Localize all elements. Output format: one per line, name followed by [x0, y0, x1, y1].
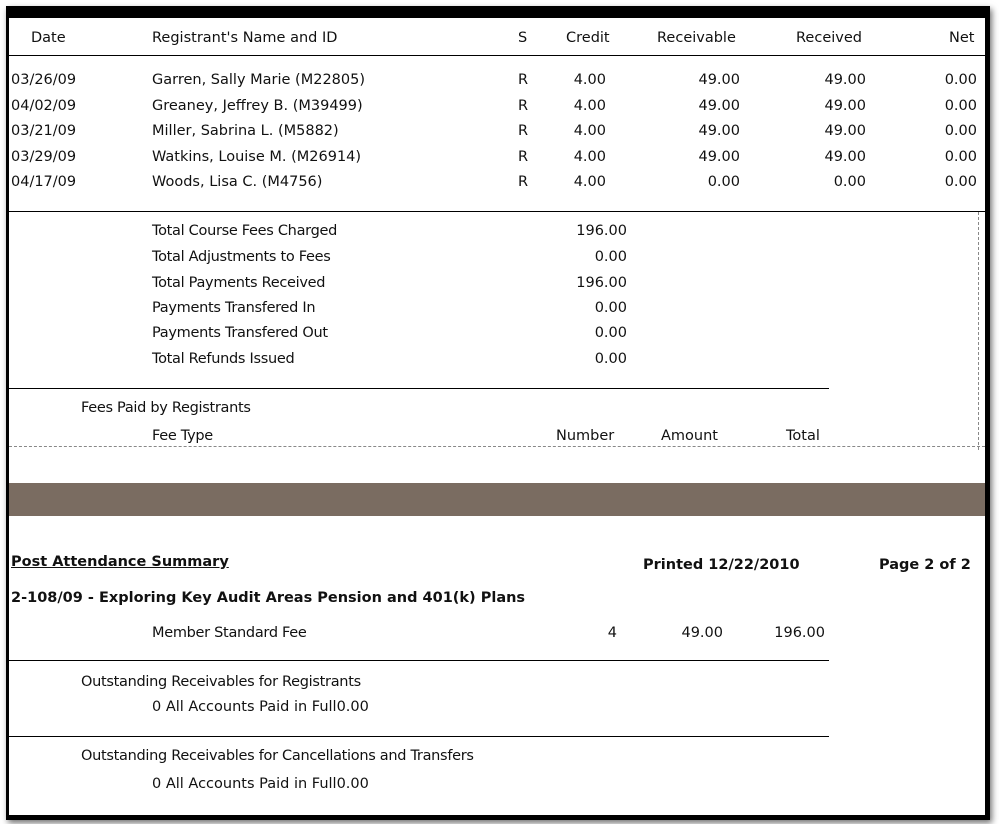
fees-section-title: Fees Paid by Registrants	[81, 400, 251, 416]
page-bottom-dashed-line	[9, 446, 985, 447]
totals-value: 196.00	[576, 223, 627, 239]
totals-label: Total Course Fees Charged	[152, 223, 337, 239]
totals-label: Payments Transfered In	[152, 300, 316, 316]
row-credit: 4.00	[573, 98, 606, 114]
header-receivable: Receivable	[657, 30, 736, 46]
dashed-margin-line	[978, 212, 979, 450]
page-number: Page 2 of 2	[879, 557, 971, 573]
row-receivable: 49.00	[698, 72, 740, 88]
row-name: Greaney, Jeffrey B. (M39499)	[152, 98, 363, 114]
fee-type: Member Standard Fee	[152, 625, 307, 641]
header-name: Registrant's Name and ID	[152, 30, 338, 46]
header-net: Net	[949, 30, 975, 46]
row-net: 0.00	[944, 72, 977, 88]
report-viewer-frame	[6, 6, 990, 820]
row-s: R	[518, 98, 529, 114]
row-net: 0.00	[944, 98, 977, 114]
row-receivable: 49.00	[698, 123, 740, 139]
row-received: 49.00	[824, 149, 866, 165]
row-s: R	[518, 149, 529, 165]
totals-value: 0.00	[594, 351, 627, 367]
row-date: 04/17/09	[11, 174, 77, 190]
page-break-band	[9, 483, 985, 516]
row-date: 03/21/09	[11, 123, 77, 139]
row-received: 49.00	[824, 123, 866, 139]
printed-date: Printed 12/22/2010	[643, 557, 800, 573]
row-received: 49.00	[824, 72, 866, 88]
fees-header-number: Number	[556, 428, 615, 444]
row-date: 04/02/09	[11, 98, 77, 114]
totals-label: Total Refunds Issued	[152, 351, 295, 367]
fees-divider	[9, 660, 829, 661]
header-credit: Credit	[566, 30, 610, 46]
row-credit: 4.00	[573, 174, 606, 190]
row-s: R	[518, 123, 529, 139]
row-date: 03/26/09	[11, 72, 77, 88]
outstanding-registrants-line: 0 All Accounts Paid in Full0.00	[152, 699, 369, 715]
row-name: Garren, Sally Marie (M22805)	[152, 72, 366, 88]
row-name: Woods, Lisa C. (M4756)	[152, 174, 323, 190]
row-name: Miller, Sabrina L. (M5882)	[152, 123, 339, 139]
outstanding-registrants-title: Outstanding Receivables for Registrants	[81, 674, 361, 690]
row-receivable: 49.00	[698, 98, 740, 114]
totals-divider	[9, 388, 829, 389]
totals-value: 0.00	[594, 325, 627, 341]
fees-header-amount: Amount	[661, 428, 718, 444]
header-s: S	[518, 30, 528, 46]
fee-total: 196.00	[774, 625, 825, 641]
totals-value: 196.00	[576, 275, 627, 291]
frame-top-band	[9, 9, 985, 18]
totals-value: 0.00	[594, 249, 627, 265]
totals-label: Total Payments Received	[152, 275, 326, 291]
rows-divider	[9, 211, 985, 212]
row-name: Watkins, Louise M. (M26914)	[152, 149, 362, 165]
row-net: 0.00	[944, 123, 977, 139]
row-net: 0.00	[944, 149, 977, 165]
fees-header-fee-type: Fee Type	[152, 428, 213, 444]
report-title: Post Attendance Summary	[11, 554, 229, 570]
fees-header-total: Total	[786, 428, 820, 444]
row-receivable: 0.00	[707, 174, 740, 190]
fee-number: 4	[607, 625, 617, 641]
outstanding-cancellations-line: 0 All Accounts Paid in Full0.00	[152, 776, 369, 792]
row-credit: 4.00	[573, 123, 606, 139]
header-divider	[9, 55, 985, 56]
row-s: R	[518, 174, 529, 190]
row-s: R	[518, 72, 529, 88]
outstanding-cancellations-title: Outstanding Receivables for Cancellations and Transfers	[81, 748, 474, 764]
header-received: Received	[796, 30, 862, 46]
row-net: 0.00	[944, 174, 977, 190]
row-received: 0.00	[833, 174, 866, 190]
row-credit: 4.00	[573, 149, 606, 165]
fee-amount: 49.00	[681, 625, 723, 641]
course-title: 2-108/09 - Exploring Key Audit Areas Pension and 401(k) Plans	[11, 590, 526, 606]
outstanding-divider	[9, 736, 829, 737]
row-date: 03/29/09	[11, 149, 77, 165]
totals-label: Total Adjustments to Fees	[152, 249, 331, 265]
row-receivable: 49.00	[698, 149, 740, 165]
row-received: 49.00	[824, 98, 866, 114]
totals-label: Payments Transfered Out	[152, 325, 328, 341]
totals-value: 0.00	[594, 300, 627, 316]
header-date: Date	[31, 30, 66, 46]
row-credit: 4.00	[573, 72, 606, 88]
